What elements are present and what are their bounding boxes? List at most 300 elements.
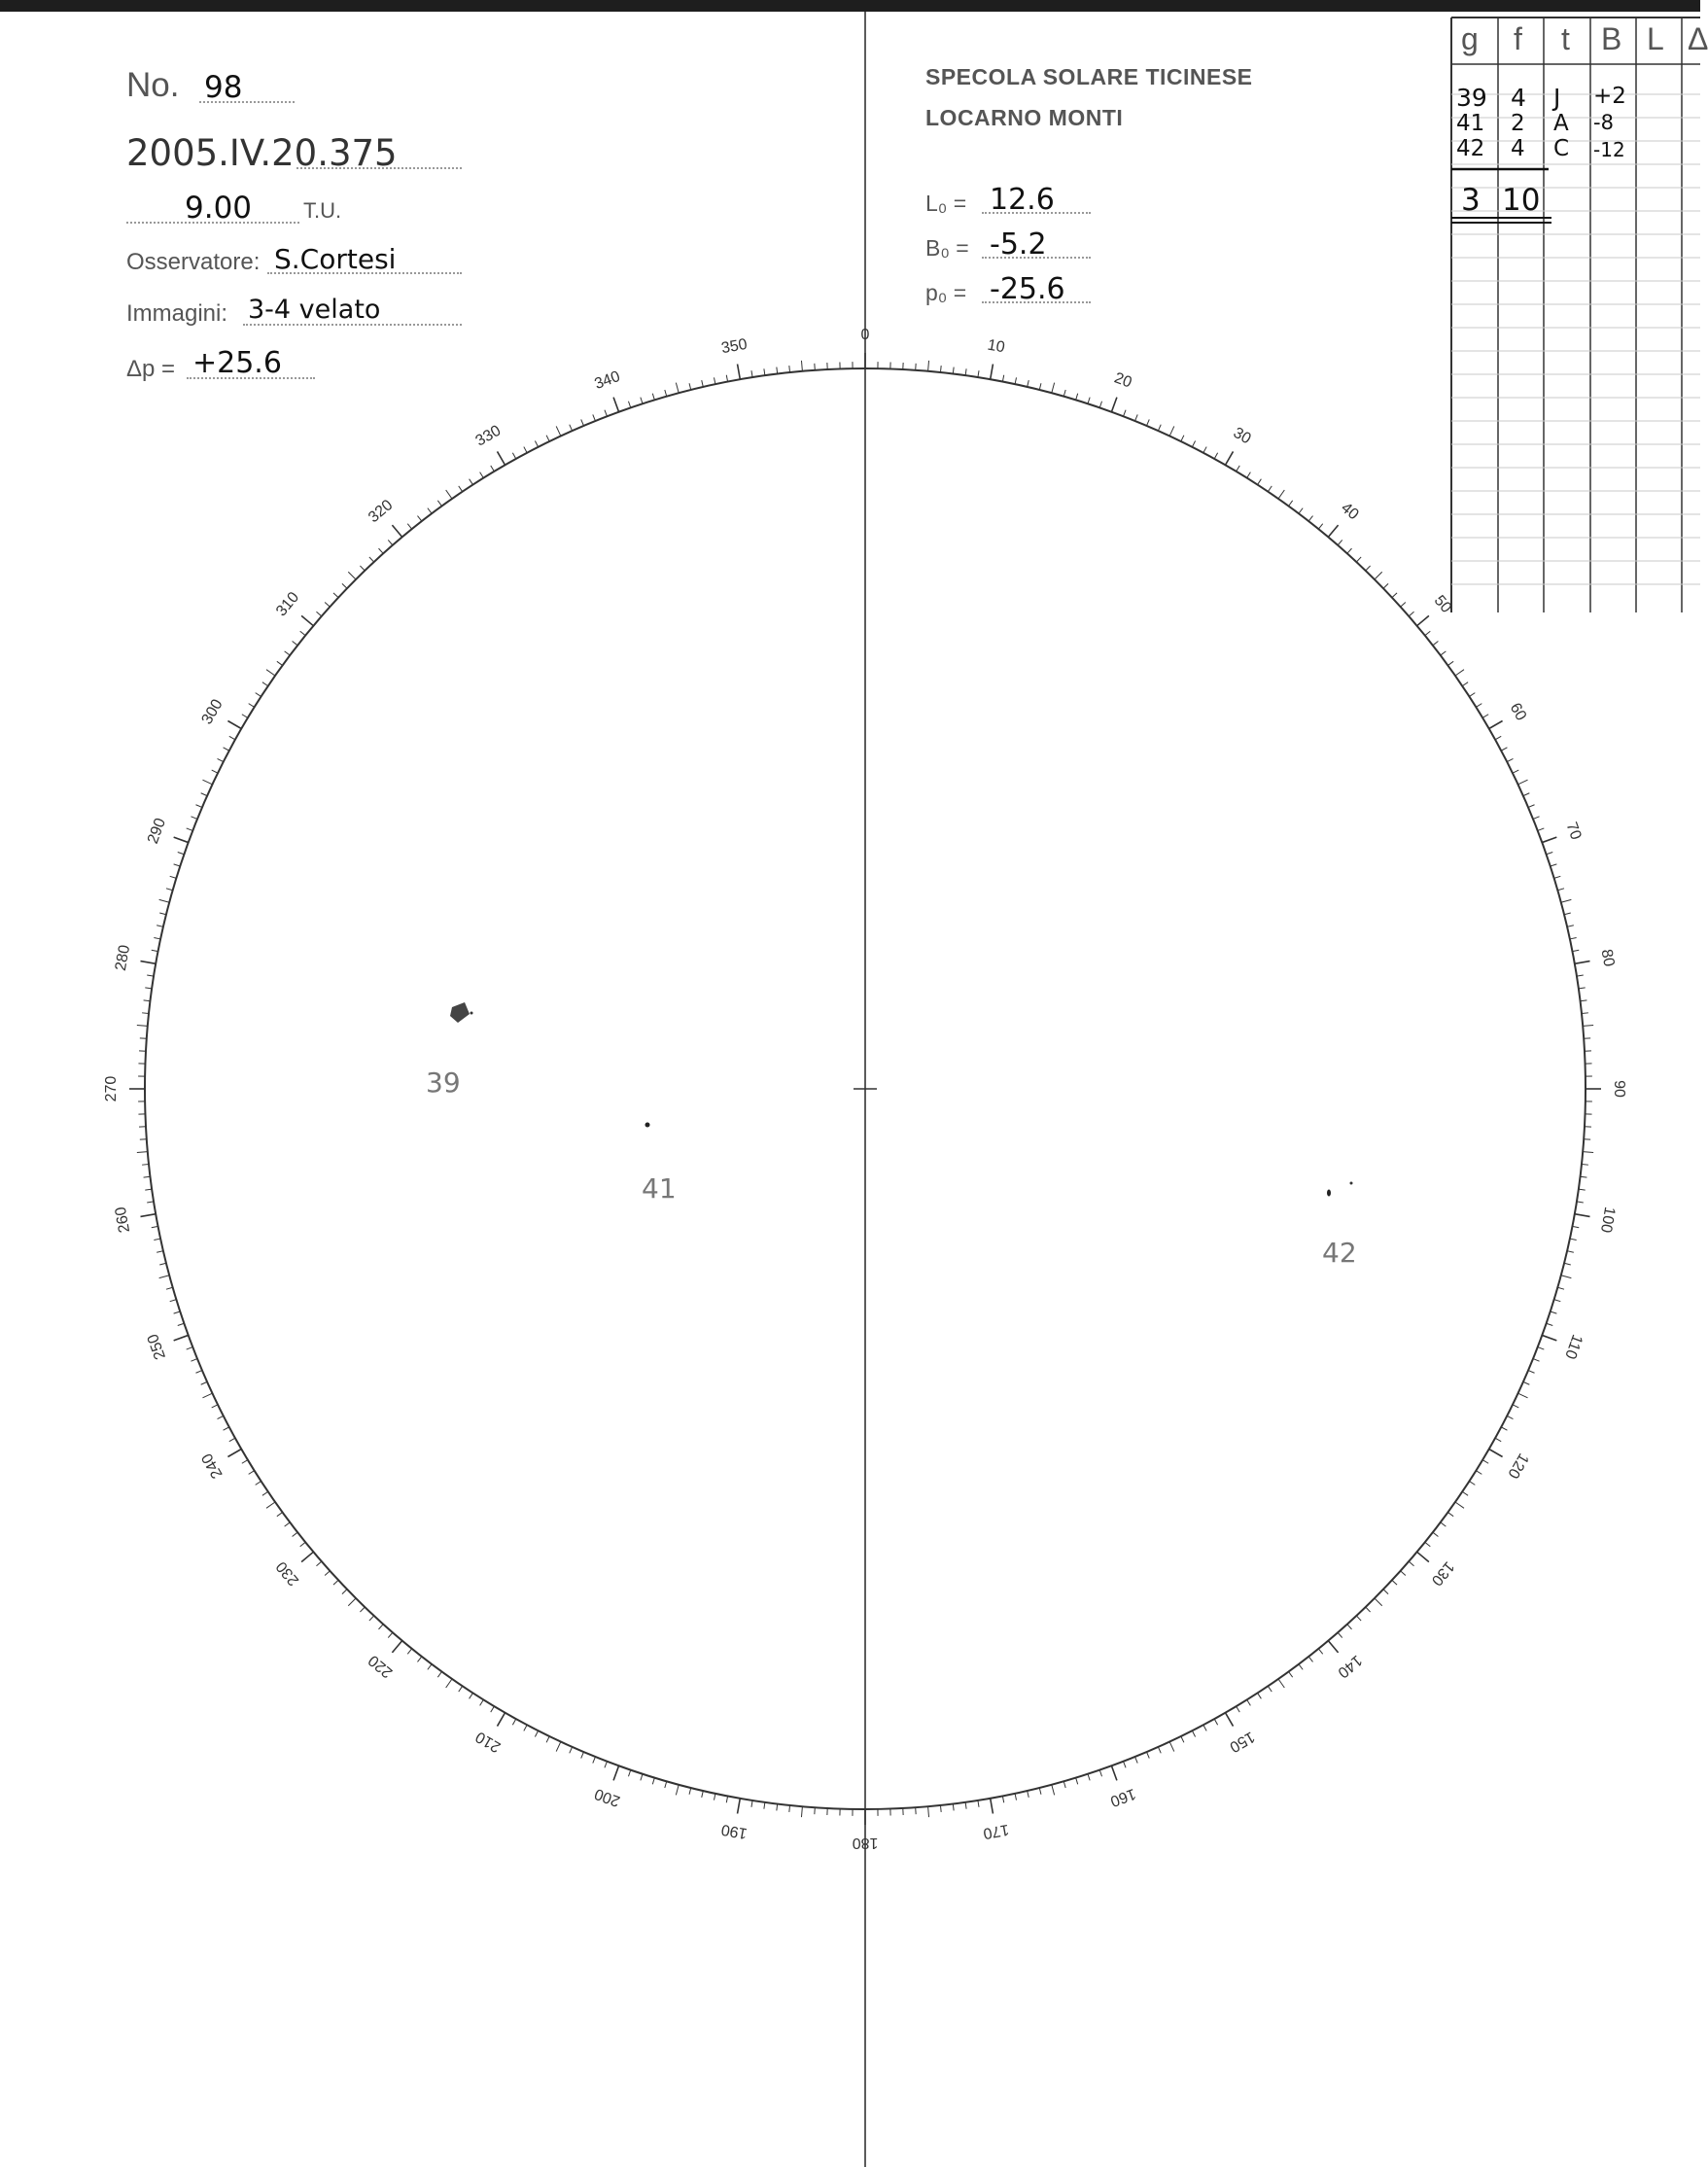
- dial-tick: [1538, 828, 1545, 831]
- dial-tick: [1192, 1730, 1195, 1736]
- dial-tick: [1318, 1649, 1322, 1654]
- dial-tick: [1528, 805, 1534, 808]
- dial-tick: [1409, 1561, 1413, 1566]
- number-value: 98: [204, 70, 243, 105]
- dial-tick: [224, 1427, 229, 1430]
- dial-tick: [174, 1311, 181, 1313]
- dial-tick: [1366, 566, 1371, 571]
- dial-tick: [991, 1799, 993, 1814]
- dial-tick: [1564, 913, 1571, 915]
- dial-tick: [1401, 602, 1406, 607]
- dial-tick: [1289, 1671, 1293, 1677]
- dial-tick: [1462, 1491, 1468, 1495]
- dial-tick: [1580, 1000, 1586, 1001]
- dial-tick: [1518, 1393, 1528, 1398]
- dial-tick: [249, 704, 255, 708]
- table-cell-latitude: +2: [1593, 84, 1626, 109]
- dial-tick: [152, 1226, 158, 1227]
- dial-tick: [348, 572, 356, 579]
- dial-label-200: 200: [592, 1784, 623, 1810]
- dial-tick: [1513, 770, 1518, 773]
- dial-tick: [940, 1805, 941, 1812]
- dial-tick: [157, 926, 163, 927]
- dial-tick: [628, 1770, 630, 1777]
- dial-tick: [751, 370, 752, 377]
- dial-tick: [1554, 876, 1561, 878]
- dial-tick: [1039, 383, 1041, 390]
- dial-tick: [593, 414, 596, 420]
- dial-label-270: 270: [103, 1075, 121, 1102]
- dial-tick: [1547, 1323, 1553, 1325]
- dial-tick: [789, 1805, 790, 1812]
- dial-tick: [262, 1491, 268, 1495]
- dial-tick: [159, 1263, 166, 1265]
- dial-tick: [300, 1542, 305, 1546]
- table-cell-spots: 4: [1511, 136, 1525, 161]
- dial-tick: [1308, 1657, 1312, 1662]
- dial-tick: [1570, 937, 1577, 938]
- dial-tick: [777, 1803, 778, 1810]
- dial-tick: [187, 828, 193, 831]
- dial-tick: [1542, 837, 1556, 842]
- number-label: No.: [126, 66, 180, 104]
- table-cell-group: 42: [1456, 136, 1485, 161]
- dial-tick: [470, 479, 473, 485]
- dial-label-330: 330: [472, 422, 505, 450]
- dial-tick: [1518, 780, 1528, 785]
- dial-tick: [801, 361, 802, 371]
- sunspot-42-pore: [1350, 1182, 1353, 1185]
- dial-tick: [726, 375, 727, 382]
- dial-tick: [1052, 383, 1055, 394]
- dial-tick: [546, 1736, 549, 1742]
- dial-tick: [1063, 1781, 1065, 1788]
- dial-tick: [316, 1561, 321, 1566]
- dial-tick: [1551, 864, 1557, 866]
- dial-tick: [556, 426, 561, 436]
- dial-tick: [137, 1025, 148, 1026]
- dial-tick: [498, 1713, 505, 1727]
- dial-tick: [459, 1686, 463, 1692]
- total-groups: 3: [1461, 183, 1481, 218]
- dial-label-120: 120: [1504, 1450, 1532, 1482]
- dial-tick: [676, 383, 679, 394]
- dial-tick: [1135, 414, 1138, 420]
- dial-tick: [1582, 1164, 1588, 1165]
- dial-tick: [605, 410, 608, 417]
- dial-tick: [524, 1725, 527, 1730]
- total-spots: 10: [1502, 183, 1541, 218]
- dial-tick: [1328, 525, 1338, 537]
- dial-tick: [978, 370, 979, 377]
- images-label: Immagini:: [126, 300, 228, 327]
- dial-tick: [229, 736, 235, 739]
- dial-tick: [1417, 1552, 1429, 1561]
- dial-label-280: 280: [112, 943, 134, 973]
- table-cell-type: C: [1553, 136, 1570, 161]
- dial-tick: [191, 817, 196, 820]
- dial-tick: [1278, 1679, 1284, 1688]
- dial-tick: [714, 377, 715, 384]
- bo-label: B₀ =: [925, 235, 969, 261]
- dial-tick: [1226, 1713, 1234, 1727]
- sunspot-39-pore: [471, 1012, 473, 1015]
- dial-tick: [1441, 651, 1447, 655]
- dial-tick: [953, 1803, 954, 1810]
- dial-tick: [1099, 1770, 1101, 1777]
- dial-tick: [145, 1189, 152, 1190]
- delta-p-value: +25.6: [192, 346, 282, 380]
- dial-tick: [738, 1799, 741, 1814]
- dial-tick: [1528, 1371, 1534, 1374]
- dial-tick: [652, 1778, 654, 1785]
- dial-tick: [224, 748, 229, 751]
- dial-tick: [1577, 975, 1584, 976]
- dial-label-310: 310: [273, 588, 303, 620]
- dial-tick: [1028, 1791, 1029, 1798]
- dial-tick: [1495, 1438, 1501, 1441]
- dial-tick: [1052, 1785, 1055, 1796]
- dial-tick: [702, 380, 704, 387]
- dial-label-50: 50: [1430, 592, 1455, 616]
- dial-tick: [1495, 736, 1501, 739]
- dial-tick: [170, 876, 177, 878]
- dial-tick: [1409, 612, 1413, 616]
- dial-tick: [1268, 486, 1272, 492]
- dial-tick: [1124, 410, 1127, 417]
- dial-tick: [1447, 1513, 1453, 1517]
- dial-tick: [378, 548, 383, 553]
- sunspot-42: [1322, 1182, 1357, 1270]
- dial-tick: [1124, 1762, 1127, 1768]
- dial-tick: [417, 516, 421, 522]
- dial-tick: [965, 368, 966, 375]
- dial-tick: [1575, 961, 1590, 964]
- dial-label-30: 30: [1230, 424, 1254, 448]
- dial-label-210: 210: [472, 1728, 505, 1756]
- lo-value: 12.6: [990, 183, 1055, 217]
- dial-tick: [1582, 1013, 1588, 1014]
- dial-tick: [524, 447, 527, 453]
- dial-tick: [147, 1202, 154, 1203]
- dial-tick: [726, 1796, 727, 1802]
- dial-tick: [1147, 1752, 1150, 1758]
- dial-tick: [1015, 377, 1016, 384]
- dial-label-110: 110: [1561, 1332, 1586, 1362]
- dial-tick: [360, 1607, 365, 1612]
- dial-tick: [498, 451, 505, 465]
- dial-tick: [1278, 490, 1284, 499]
- dial-tick: [266, 670, 275, 676]
- dial-tick: [1299, 508, 1303, 514]
- dial-tick: [1462, 682, 1468, 686]
- po-label: p₀ =: [925, 280, 967, 305]
- dial-tick: [1375, 572, 1382, 579]
- dial-tick: [1002, 375, 1003, 382]
- dial-label-320: 320: [365, 497, 397, 527]
- column-header-l: L: [1647, 21, 1664, 56]
- dial-tick: [1338, 1632, 1342, 1637]
- dial-tick: [1469, 693, 1475, 697]
- column-header-f: f: [1514, 21, 1522, 56]
- dial-tick: [1169, 426, 1174, 436]
- column-header-t: t: [1561, 21, 1570, 56]
- dial-tick: [174, 1335, 189, 1340]
- dial-tick: [1299, 1664, 1303, 1670]
- dial-tick: [1557, 889, 1564, 891]
- dial-tick: [801, 1806, 802, 1817]
- dial-tick: [1561, 1276, 1572, 1278]
- sunspot-39-label: 39: [426, 1066, 461, 1099]
- dial-label-0: 0: [860, 327, 870, 344]
- lo-label: L₀ =: [925, 191, 967, 216]
- dial-label-350: 350: [719, 335, 749, 358]
- dial-tick: [480, 1699, 484, 1705]
- dial-tick: [1383, 1590, 1388, 1594]
- dial-tick: [1076, 394, 1078, 401]
- sunspot-41-spot: [645, 1123, 650, 1128]
- dial-tick: [676, 1785, 679, 1796]
- dial-tick: [392, 525, 401, 537]
- dial-tick: [1203, 447, 1206, 453]
- dial-label-240: 240: [198, 1450, 227, 1482]
- dial-tick: [751, 1800, 752, 1807]
- dial-tick: [1289, 501, 1293, 507]
- dial-tick: [369, 1616, 374, 1621]
- dial-tick: [137, 1152, 148, 1153]
- dial-tick: [1469, 1482, 1475, 1485]
- column-header-g: g: [1461, 21, 1479, 56]
- dial-tick: [1579, 988, 1586, 989]
- dial-tick: [242, 1460, 248, 1464]
- dial-tick: [218, 758, 224, 761]
- dial-tick: [417, 1657, 421, 1662]
- dial-tick: [965, 1802, 966, 1809]
- dial-label-260: 260: [112, 1205, 134, 1235]
- column-header-delta: Δ: [1688, 21, 1708, 56]
- dial-tick: [342, 583, 347, 588]
- dial-tick: [1523, 1381, 1529, 1384]
- dial-tick: [546, 436, 549, 441]
- dial-tick: [1147, 419, 1150, 425]
- dial-tick: [147, 975, 154, 976]
- dial-tick: [641, 1774, 643, 1781]
- dial-tick: [229, 1438, 235, 1441]
- dial-tick: [1002, 1796, 1003, 1802]
- dial-tick: [300, 631, 305, 635]
- dial-tick: [1169, 1742, 1174, 1752]
- dial-tick: [665, 390, 667, 397]
- table-cell-latitude: -12: [1593, 138, 1625, 161]
- dial-tick: [378, 1625, 383, 1629]
- dial-tick: [665, 1781, 667, 1788]
- dial-tick: [1533, 817, 1539, 820]
- dial-tick: [262, 682, 268, 686]
- dial-tick: [1214, 1719, 1217, 1725]
- dial-tick: [360, 566, 365, 571]
- dial-tick: [1455, 670, 1464, 676]
- dial-tick: [1237, 1706, 1240, 1712]
- group-table-grid: [1451, 17, 1700, 612]
- dial-label-90: 90: [1610, 1080, 1627, 1098]
- dial-tick: [1328, 1641, 1338, 1653]
- dial-tick: [1258, 479, 1262, 485]
- dial-tick: [581, 1752, 584, 1758]
- dial-label-40: 40: [1338, 499, 1362, 524]
- dial-tick: [1567, 926, 1574, 927]
- dial-tick: [174, 864, 181, 866]
- dial-tick: [641, 398, 643, 404]
- dial-tick: [141, 1214, 157, 1217]
- dial-tick: [1347, 548, 1352, 553]
- dial-tick: [1347, 1625, 1352, 1629]
- dial-tick: [170, 1300, 177, 1302]
- table-cell-latitude: -8: [1593, 111, 1614, 134]
- dial-tick: [764, 1802, 765, 1809]
- dial-tick: [195, 805, 201, 808]
- dial-tick: [201, 1381, 207, 1384]
- dial-tick: [166, 889, 173, 891]
- table-cell-group: 39: [1456, 84, 1487, 112]
- dial-tick: [1561, 899, 1572, 902]
- institution-location: LOCARNO MONTI: [925, 105, 1124, 130]
- dial-tick: [154, 937, 160, 938]
- dial-tick: [1533, 1359, 1539, 1362]
- dial-tick: [1575, 1214, 1590, 1217]
- dial-tick: [325, 602, 330, 607]
- dial-label-140: 140: [1334, 1651, 1366, 1681]
- dial-tick: [178, 852, 185, 854]
- dial-tick: [714, 1794, 715, 1800]
- dial-tick: [1551, 1311, 1557, 1313]
- dial-tick: [1433, 641, 1439, 645]
- dial-tick: [285, 1522, 291, 1526]
- dial-tick: [1567, 1251, 1574, 1253]
- dial-tick: [142, 1164, 149, 1165]
- dial-tick: [1214, 453, 1217, 459]
- dial-tick: [154, 1239, 160, 1240]
- dial-tick: [556, 1742, 561, 1752]
- table-cell-spots: 2: [1511, 111, 1525, 136]
- dial-tick: [437, 501, 441, 507]
- dial-tick: [1513, 1405, 1518, 1408]
- dial-tick: [1392, 593, 1397, 598]
- dial-tick: [1356, 1616, 1361, 1621]
- dial-tick: [459, 486, 463, 492]
- institution-name: SPECOLA SOLARE TICINESE: [925, 64, 1253, 89]
- dial-tick: [1433, 1532, 1439, 1536]
- group-table: [1451, 17, 1708, 612]
- dial-tick: [369, 557, 374, 562]
- time-value: 9.00: [185, 191, 253, 226]
- dial-tick: [141, 961, 157, 964]
- dial-label-70: 70: [1562, 820, 1585, 843]
- dial-tick: [1063, 390, 1065, 397]
- sunspot-39: [426, 1002, 473, 1099]
- dial-tick: [277, 1513, 283, 1517]
- dial-tick: [1181, 1736, 1184, 1742]
- dial-tick: [470, 1693, 473, 1698]
- dial-tick: [581, 419, 584, 425]
- dial-tick: [212, 770, 218, 773]
- dial-tick: [1088, 1774, 1090, 1781]
- po-value: -25.6: [990, 272, 1065, 306]
- dial-tick: [1523, 793, 1529, 796]
- dial-tick: [437, 1671, 441, 1677]
- dial-tick: [145, 988, 152, 989]
- dial-tick: [227, 721, 241, 729]
- dial-tick: [777, 367, 778, 374]
- dial-tick: [446, 490, 452, 499]
- dial-label-180: 180: [852, 1834, 879, 1851]
- dial-tick: [293, 1532, 298, 1536]
- observer-value: S.Cortesi: [274, 243, 397, 275]
- dial-tick: [928, 1806, 929, 1817]
- dial-tick: [1501, 748, 1507, 751]
- dial-tick: [1203, 1725, 1206, 1730]
- dial-tick: [689, 383, 691, 390]
- dial-tick: [202, 780, 212, 785]
- dial-tick: [1111, 1765, 1116, 1780]
- dial-tick: [1476, 1471, 1481, 1475]
- dial-tick: [1015, 1794, 1016, 1800]
- sunspot-41: [642, 1123, 677, 1206]
- dial-tick: [1192, 441, 1195, 447]
- dial-label-160: 160: [1107, 1784, 1138, 1810]
- dial-tick: [1076, 1778, 1078, 1785]
- dial-tick: [249, 1471, 255, 1475]
- dial-label-10: 10: [986, 336, 1006, 357]
- dial-tick: [1583, 1152, 1593, 1153]
- dial-tick: [689, 1788, 691, 1795]
- dial-tick: [928, 361, 929, 371]
- dial-tick: [166, 1287, 173, 1289]
- dial-tick: [1579, 1189, 1586, 1190]
- dial-tick: [407, 524, 411, 529]
- dial-tick: [1570, 1239, 1577, 1240]
- sunspot-41-label: 41: [642, 1172, 677, 1205]
- dial-tick: [301, 1552, 313, 1561]
- table-cell-type: J: [1553, 84, 1561, 112]
- dial-tick: [1425, 631, 1430, 635]
- dial-tick: [1318, 524, 1322, 529]
- dial-tick: [174, 837, 189, 842]
- dial-tick: [333, 1580, 338, 1585]
- dial-tick: [1308, 516, 1312, 522]
- dial-tick: [652, 394, 654, 401]
- dial-tick: [491, 1706, 495, 1712]
- dial-tick: [388, 540, 393, 544]
- dial-tick: [1258, 1693, 1262, 1698]
- dial-label-300: 300: [198, 696, 227, 728]
- dial-tick: [1392, 1580, 1397, 1585]
- dial-tick: [333, 593, 338, 598]
- dial-tick: [1356, 557, 1361, 562]
- dial-tick: [342, 1590, 347, 1594]
- dial-tick: [227, 1450, 241, 1457]
- dial-tick: [1338, 540, 1342, 544]
- dial-tick: [1482, 1460, 1488, 1464]
- dial-tick: [1401, 1571, 1406, 1576]
- dial-tick: [301, 615, 313, 625]
- dial-tick: [940, 366, 941, 372]
- dial-tick: [159, 913, 166, 915]
- dial-tick: [1507, 758, 1513, 761]
- dial-tick: [428, 1664, 432, 1670]
- dial-tick: [159, 1276, 170, 1278]
- dial-tick: [628, 402, 630, 408]
- dial-tick: [152, 950, 158, 951]
